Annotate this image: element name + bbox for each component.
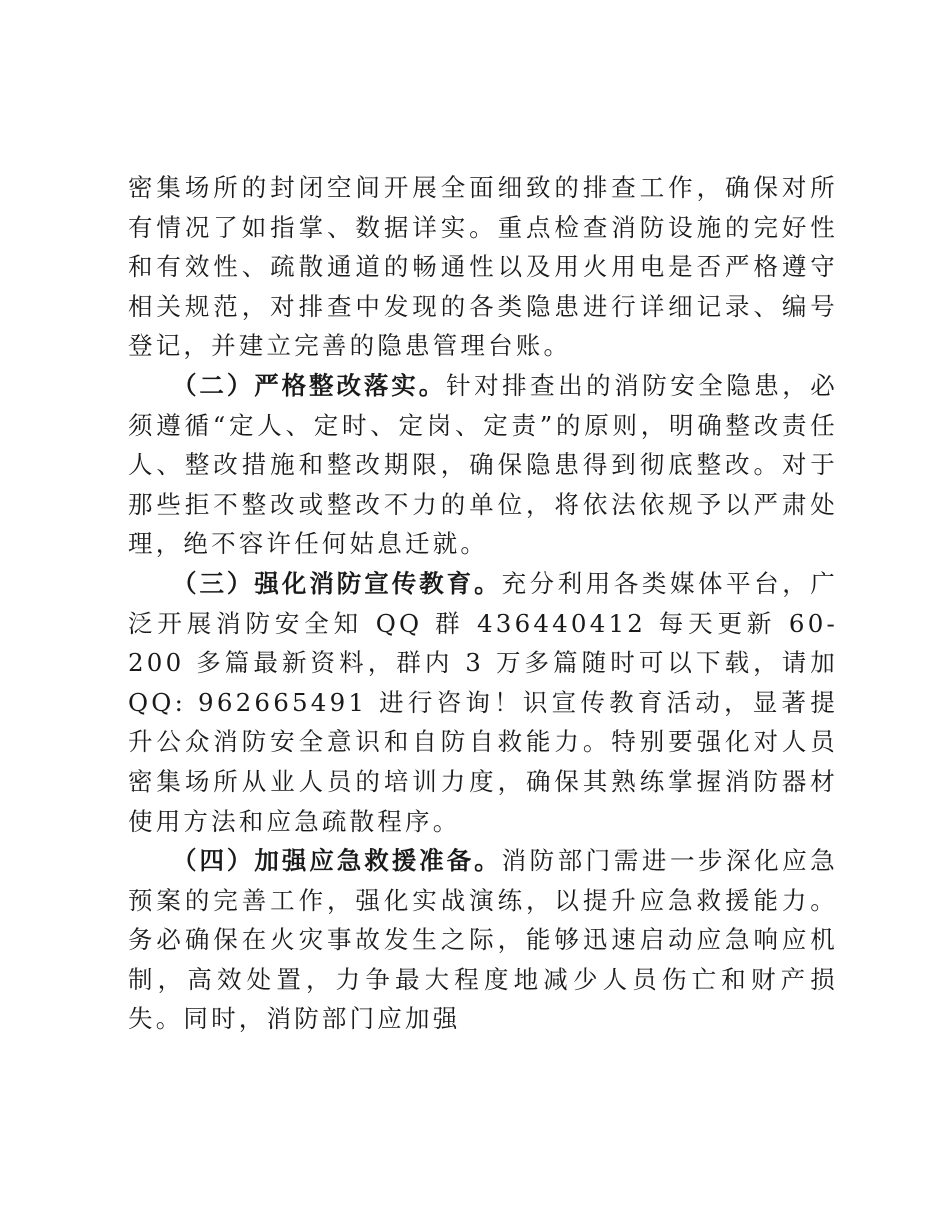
document-body: [128, 168, 838, 1039]
paragraph-text: 消防部门需进一步深化应急预案的完善工作，强化实战演练，以提升应急救援能力。务必确保在火灾事故发生之际，能够迅速启动应急响应机制，高效处置，力争最大程度地减少人员伤亡和财产损失。同时，消防部门应加强: [128, 846, 838, 1034]
section-heading-4: （四）加强应急救援准备。: [172, 846, 502, 876]
paragraph-text: 密集场所的封闭空间开展全面细致的排查工作，确保对所有情况了如指掌、数据详实。重点检查消防设施的完好性和有效性、疏散通道的畅通性以及用火用电是否严格遵守相关规范，对排查中发现的各类隐患进行详细记录、编号登记，并建立完善的隐患管理台账。: [128, 173, 838, 361]
section-heading-2: （二）严格整改落实。: [172, 370, 447, 400]
paragraph-continuation: [128, 168, 838, 366]
paragraph-publicity: [128, 564, 838, 841]
paragraph-text: 针对排查出的消防安全隐患，必须遵循“定人、定时、定岗、定责”的原则，明确整改责任人、整改措施和整改期限，确保隐患得到彻底整改。对于那些拒不整改或整改不力的单位，将依法依规予以严肃处理，绝不容许任何姑息迁就。: [128, 370, 838, 559]
paragraph-emergency: [128, 841, 838, 1039]
paragraph-rectification: [128, 366, 838, 564]
paragraph-text: 充分利用各类媒体平台，广泛开展消防安全知 QQ 群 436440412 每天更新 60-200 多篇最新资料，群内 3 万多篇随时可以下载，请加 QQ: 962665491 进行咨询！识宣传教育活动，显著提升公众消防安全意识和自防自救能力。特别要强化对人员密集场所从业人员的培训力度，确保其熟练掌握消防器材使用方法和应急疏散程序。: [128, 568, 838, 836]
section-heading-3: （三）强化消防宣传教育。: [172, 568, 502, 598]
